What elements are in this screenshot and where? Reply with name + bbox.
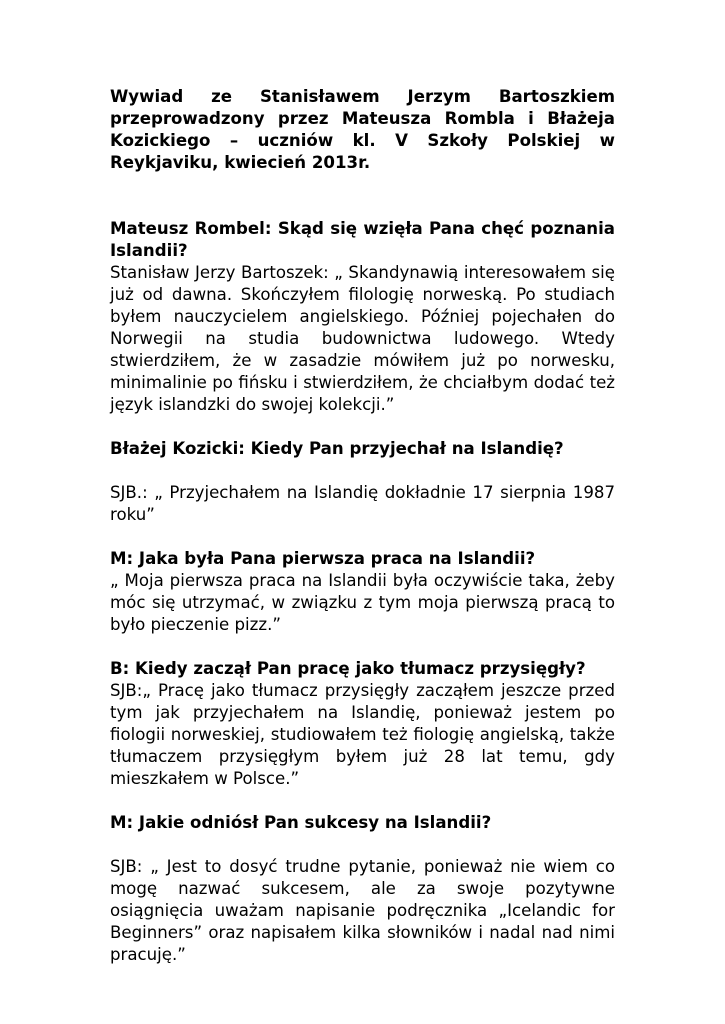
spacer <box>110 636 615 658</box>
answer-4: SJB:„ Pracę jako tłumacz przysięgły zacząłem jeszcze przed tym jak przyjechałem na Islandię, ponieważ jestem po fiologii norweskiej, studiowałem też fiologię angielską, także tłumaczem przysięgłym byłem już 28 lat temu, gdy mieszkałem w Polsce.” <box>110 681 615 788</box>
question-3: M: Jaka była Pana pierwsza praca na Islandii? <box>110 549 536 568</box>
question-4: B: Kiedy zaczął Pan pracę jako tłumacz przysięgły? <box>110 659 586 678</box>
question-1: Mateusz Rombel: Skąd się wzięła Pana chęć poznania Islandii? <box>110 219 615 260</box>
spacer <box>110 174 615 218</box>
question-5: M: Jakie odniósł Pan sukcesy na Islandii? <box>110 813 492 832</box>
spacer <box>110 416 615 438</box>
document-page <box>110 86 615 966</box>
answer-5: SJB: „ Jest to dosyć trudne pytanie, ponieważ nie wiem co mogę nazwać sukcesem, ale za swoje pozytywne osiągnięcia uważam napisanie podręcznika „Icelandic for Beginners” oraz napisałem kilka słowników i nadal nad nimi pracuję.” <box>110 857 615 964</box>
answer-2: SJB.: „ Przyjechałem na Islandię dokładnie 17 sierpnia 1987 roku” <box>110 483 615 524</box>
document-title: Wywiad ze Stanisławem Jerzym Bartoszkiem przeprowadzony przez Mateusza Rombla i Błażeja Kozickiego – uczniów kl. V Szkoły Polskiej w Reykjaviku, kwiecień 2013r. <box>110 87 615 172</box>
answer-1: Stanisław Jerzy Bartoszek: „ Skandynawią interesowałem się już od dawna. Skończyłem filologię norweską. Po studiach byłem nauczycielem angielskiego. Później pojechałen do Norwegii na studia budownictwa ludowego. Wtedy stwierdziłem, że w zasadzie mówiłem już po norwesku, minimalinie po fińsku i stwierdziłem, że chciałbym dodać też język islandzki do swojej kolekcji.” <box>110 263 615 414</box>
answer-3: „ Moja pierwsza praca na Islandii była oczywiście taka, żeby móc się utrzymać, w związku z tym moja pierwszą pracą to było pieczenie pizz.” <box>110 571 615 634</box>
spacer <box>110 460 615 482</box>
spacer <box>110 526 615 548</box>
spacer <box>110 834 615 856</box>
question-2: Błażej Kozicki: Kiedy Pan przyjechał na Islandię? <box>110 439 564 458</box>
spacer <box>110 790 615 812</box>
